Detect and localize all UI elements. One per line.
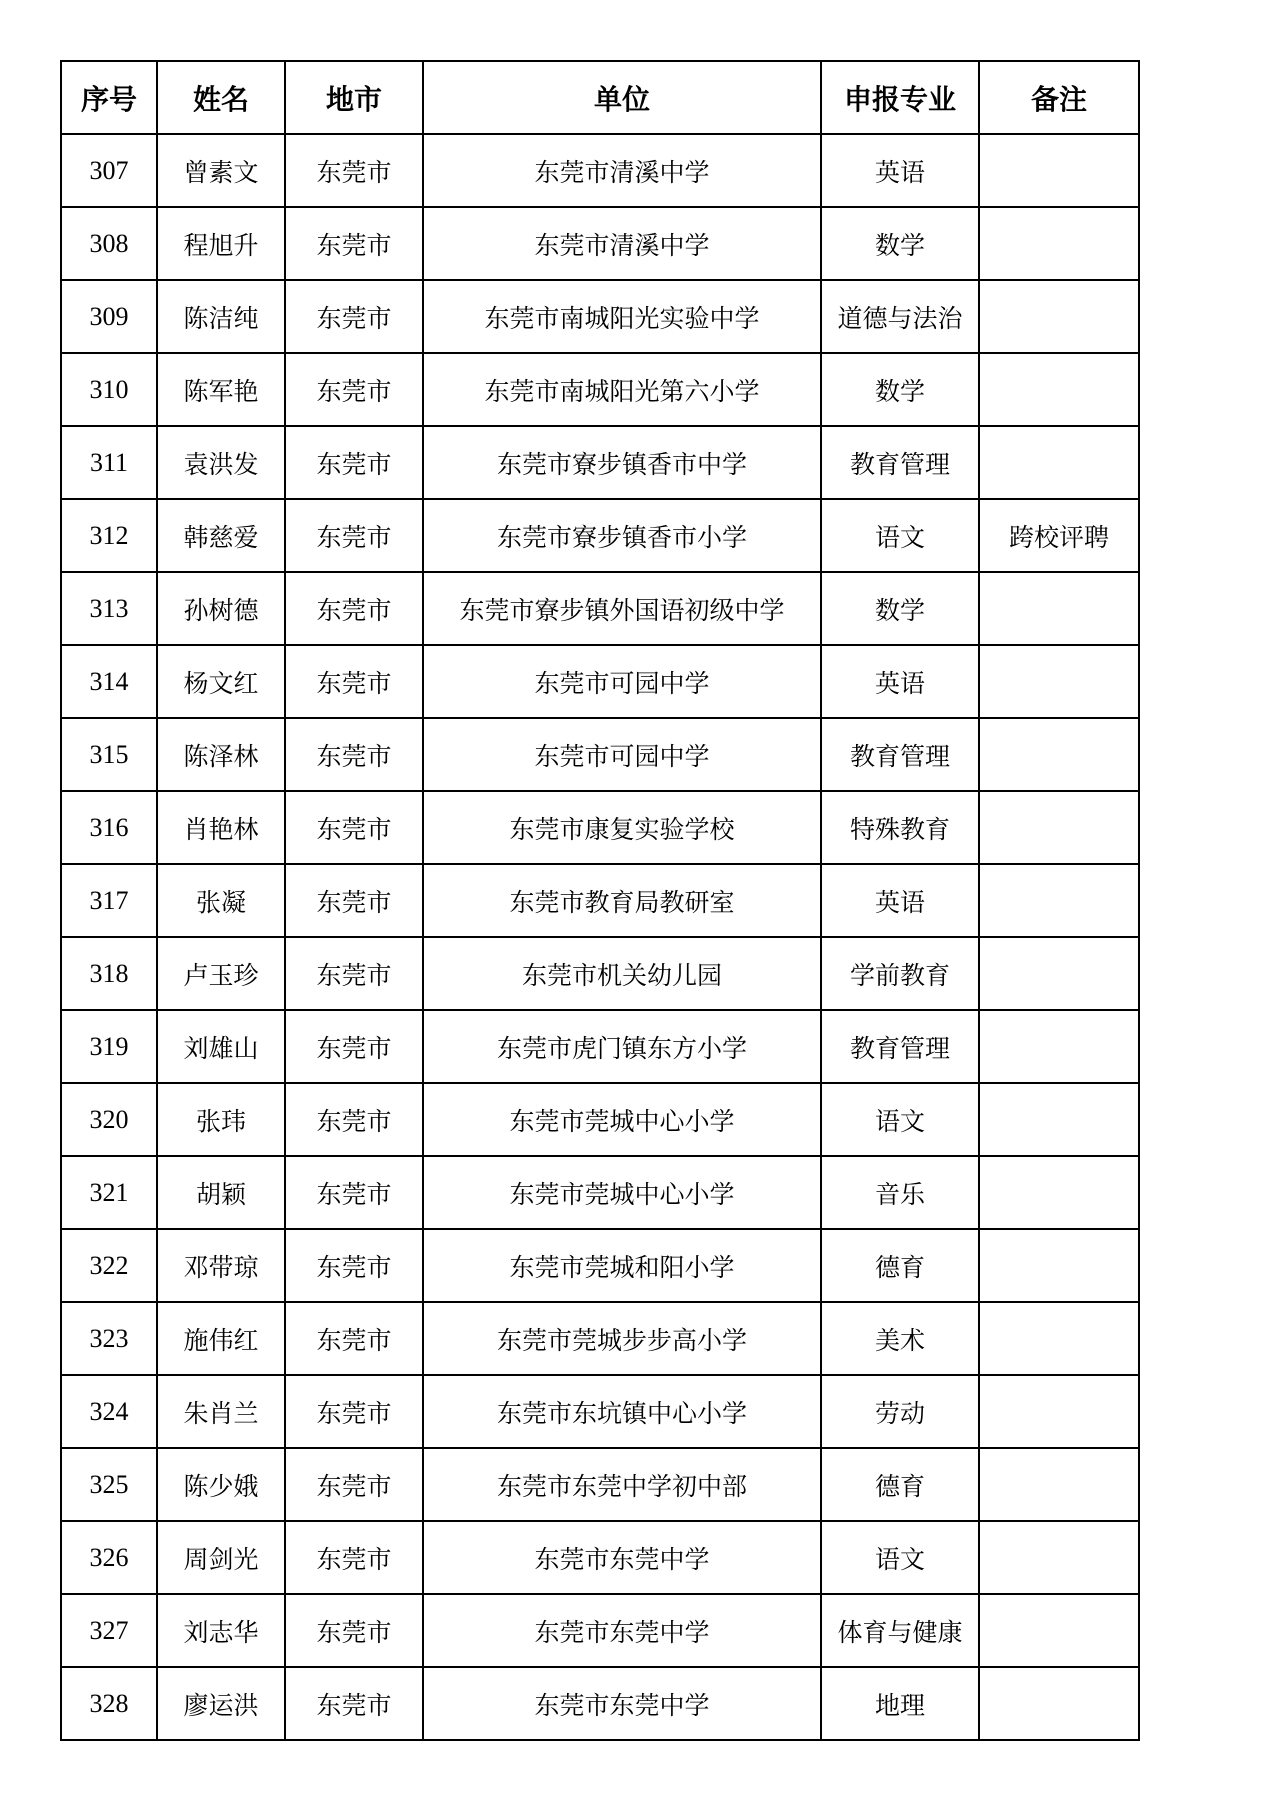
- cell-remark: [979, 791, 1139, 864]
- cell-remark: [979, 937, 1139, 1010]
- cell-seq: 315: [61, 718, 157, 791]
- table-row: [61, 134, 1139, 207]
- cell-remark: [979, 1010, 1139, 1083]
- cell-unit: 东莞市南城阳光第六小学: [423, 353, 821, 426]
- cell-unit: 东莞市寮步镇香市中学: [423, 426, 821, 499]
- cell-city: 东莞市: [285, 207, 423, 280]
- table-row: [61, 1083, 1139, 1156]
- cell-city: 东莞市: [285, 791, 423, 864]
- cell-specialty: 体育与健康: [821, 1594, 979, 1667]
- cell-city: 东莞市: [285, 864, 423, 937]
- cell-remark: [979, 572, 1139, 645]
- cell-specialty: 教育管理: [821, 426, 979, 499]
- cell-specialty: 英语: [821, 134, 979, 207]
- table-row: [61, 572, 1139, 645]
- table-row: [61, 1302, 1139, 1375]
- cell-remark: [979, 645, 1139, 718]
- table-row: [61, 1010, 1139, 1083]
- cell-name: 胡颖: [157, 1156, 285, 1229]
- cell-name: 张凝: [157, 864, 285, 937]
- cell-city: 东莞市: [285, 353, 423, 426]
- cell-remark: [979, 1667, 1139, 1740]
- cell-remark: [979, 718, 1139, 791]
- cell-city: 东莞市: [285, 499, 423, 572]
- cell-name: 陈少娥: [157, 1448, 285, 1521]
- cell-city: 东莞市: [285, 1594, 423, 1667]
- header-name: 姓名: [157, 61, 285, 134]
- cell-seq: 325: [61, 1448, 157, 1521]
- cell-unit: 东莞市莞城中心小学: [423, 1156, 821, 1229]
- header-seq: 序号: [61, 61, 157, 134]
- cell-name: 陈洁纯: [157, 280, 285, 353]
- cell-unit: 东莞市东莞中学: [423, 1667, 821, 1740]
- cell-unit: 东莞市东莞中学: [423, 1594, 821, 1667]
- cell-name: 刘志华: [157, 1594, 285, 1667]
- header-specialty: 申报专业: [821, 61, 979, 134]
- table-row: [61, 1448, 1139, 1521]
- cell-unit: 东莞市莞城中心小学: [423, 1083, 821, 1156]
- cell-seq: 317: [61, 864, 157, 937]
- header-row: [61, 61, 1139, 134]
- cell-specialty: 英语: [821, 645, 979, 718]
- cell-seq: 321: [61, 1156, 157, 1229]
- cell-seq: 327: [61, 1594, 157, 1667]
- cell-seq: 313: [61, 572, 157, 645]
- cell-city: 东莞市: [285, 1302, 423, 1375]
- cell-specialty: 学前教育: [821, 937, 979, 1010]
- table-row: [61, 1521, 1139, 1594]
- cell-name: 杨文红: [157, 645, 285, 718]
- cell-unit: 东莞市寮步镇外国语初级中学: [423, 572, 821, 645]
- table-row: [61, 937, 1139, 1010]
- cell-seq: 320: [61, 1083, 157, 1156]
- cell-name: 韩慈爱: [157, 499, 285, 572]
- cell-seq: 312: [61, 499, 157, 572]
- cell-unit: 东莞市清溪中学: [423, 134, 821, 207]
- cell-city: 东莞市: [285, 426, 423, 499]
- cell-remark: 跨校评聘: [979, 499, 1139, 572]
- cell-seq: 309: [61, 280, 157, 353]
- cell-name: 程旭升: [157, 207, 285, 280]
- cell-remark: [979, 1448, 1139, 1521]
- cell-seq: 326: [61, 1521, 157, 1594]
- cell-city: 东莞市: [285, 1229, 423, 1302]
- cell-specialty: 地理: [821, 1667, 979, 1740]
- cell-remark: [979, 426, 1139, 499]
- cell-name: 袁洪发: [157, 426, 285, 499]
- cell-city: 东莞市: [285, 1375, 423, 1448]
- cell-city: 东莞市: [285, 645, 423, 718]
- cell-specialty: 美术: [821, 1302, 979, 1375]
- cell-unit: 东莞市可园中学: [423, 645, 821, 718]
- cell-seq: 324: [61, 1375, 157, 1448]
- cell-remark: [979, 1302, 1139, 1375]
- cell-seq: 328: [61, 1667, 157, 1740]
- cell-specialty: 道德与法治: [821, 280, 979, 353]
- cell-city: 东莞市: [285, 1083, 423, 1156]
- table-row: [61, 791, 1139, 864]
- cell-seq: 310: [61, 353, 157, 426]
- cell-specialty: 英语: [821, 864, 979, 937]
- cell-specialty: 语文: [821, 1521, 979, 1594]
- cell-seq: 318: [61, 937, 157, 1010]
- cell-unit: 东莞市教育局教研室: [423, 864, 821, 937]
- cell-name: 肖艳林: [157, 791, 285, 864]
- cell-name: 施伟红: [157, 1302, 285, 1375]
- cell-specialty: 教育管理: [821, 718, 979, 791]
- cell-remark: [979, 353, 1139, 426]
- cell-seq: 314: [61, 645, 157, 718]
- cell-unit: 东莞市东莞中学: [423, 1521, 821, 1594]
- cell-unit: 东莞市寮步镇香市小学: [423, 499, 821, 572]
- cell-city: 东莞市: [285, 1521, 423, 1594]
- table-row: [61, 1229, 1139, 1302]
- cell-remark: [979, 1594, 1139, 1667]
- cell-remark: [979, 1521, 1139, 1594]
- cell-unit: 东莞市康复实验学校: [423, 791, 821, 864]
- cell-unit: 东莞市莞城步步高小学: [423, 1302, 821, 1375]
- table-row: [61, 1375, 1139, 1448]
- cell-city: 东莞市: [285, 1010, 423, 1083]
- cell-name: 刘雄山: [157, 1010, 285, 1083]
- header-unit: 单位: [423, 61, 821, 134]
- cell-city: 东莞市: [285, 1667, 423, 1740]
- table-row: [61, 1667, 1139, 1740]
- cell-remark: [979, 864, 1139, 937]
- header-city: 地市: [285, 61, 423, 134]
- table-header: [61, 61, 1139, 134]
- cell-specialty: 教育管理: [821, 1010, 979, 1083]
- cell-name: 张玮: [157, 1083, 285, 1156]
- cell-remark: [979, 1375, 1139, 1448]
- cell-specialty: 数学: [821, 572, 979, 645]
- cell-name: 陈泽林: [157, 718, 285, 791]
- cell-unit: 东莞市东莞中学初中部: [423, 1448, 821, 1521]
- cell-unit: 东莞市东坑镇中心小学: [423, 1375, 821, 1448]
- cell-remark: [979, 1083, 1139, 1156]
- cell-city: 东莞市: [285, 280, 423, 353]
- cell-remark: [979, 1229, 1139, 1302]
- table-row: [61, 353, 1139, 426]
- cell-unit: 东莞市机关幼儿园: [423, 937, 821, 1010]
- cell-specialty: 劳动: [821, 1375, 979, 1448]
- cell-seq: 316: [61, 791, 157, 864]
- cell-seq: 308: [61, 207, 157, 280]
- cell-specialty: 德育: [821, 1229, 979, 1302]
- cell-city: 东莞市: [285, 937, 423, 1010]
- cell-city: 东莞市: [285, 572, 423, 645]
- cell-unit: 东莞市虎门镇东方小学: [423, 1010, 821, 1083]
- table-row: [61, 718, 1139, 791]
- cell-name: 卢玉珍: [157, 937, 285, 1010]
- cell-remark: [979, 207, 1139, 280]
- table-row: [61, 280, 1139, 353]
- table-row: [61, 645, 1139, 718]
- cell-seq: 319: [61, 1010, 157, 1083]
- cell-city: 东莞市: [285, 1448, 423, 1521]
- cell-unit: 东莞市可园中学: [423, 718, 821, 791]
- cell-remark: [979, 280, 1139, 353]
- cell-seq: 311: [61, 426, 157, 499]
- cell-specialty: 语文: [821, 499, 979, 572]
- cell-specialty: 特殊教育: [821, 791, 979, 864]
- cell-city: 东莞市: [285, 134, 423, 207]
- cell-seq: 307: [61, 134, 157, 207]
- roster-table: [60, 60, 1140, 1741]
- cell-unit: 东莞市清溪中学: [423, 207, 821, 280]
- cell-name: 曾素文: [157, 134, 285, 207]
- cell-city: 东莞市: [285, 718, 423, 791]
- cell-name: 邓带琼: [157, 1229, 285, 1302]
- table-body: [61, 134, 1139, 1740]
- cell-name: 孙树德: [157, 572, 285, 645]
- table-row: [61, 1156, 1139, 1229]
- cell-specialty: 数学: [821, 353, 979, 426]
- cell-name: 陈军艳: [157, 353, 285, 426]
- table-row: [61, 1594, 1139, 1667]
- cell-seq: 323: [61, 1302, 157, 1375]
- cell-seq: 322: [61, 1229, 157, 1302]
- cell-city: 东莞市: [285, 1156, 423, 1229]
- table-row: [61, 864, 1139, 937]
- cell-name: 周剑光: [157, 1521, 285, 1594]
- cell-unit: 东莞市莞城和阳小学: [423, 1229, 821, 1302]
- cell-specialty: 语文: [821, 1083, 979, 1156]
- cell-unit: 东莞市南城阳光实验中学: [423, 280, 821, 353]
- cell-specialty: 音乐: [821, 1156, 979, 1229]
- cell-specialty: 数学: [821, 207, 979, 280]
- cell-specialty: 德育: [821, 1448, 979, 1521]
- cell-remark: [979, 134, 1139, 207]
- cell-name: 廖运洪: [157, 1667, 285, 1740]
- table-row: [61, 207, 1139, 280]
- table-row: [61, 499, 1139, 572]
- header-remark: 备注: [979, 61, 1139, 134]
- cell-remark: [979, 1156, 1139, 1229]
- table-row: [61, 426, 1139, 499]
- cell-name: 朱肖兰: [157, 1375, 285, 1448]
